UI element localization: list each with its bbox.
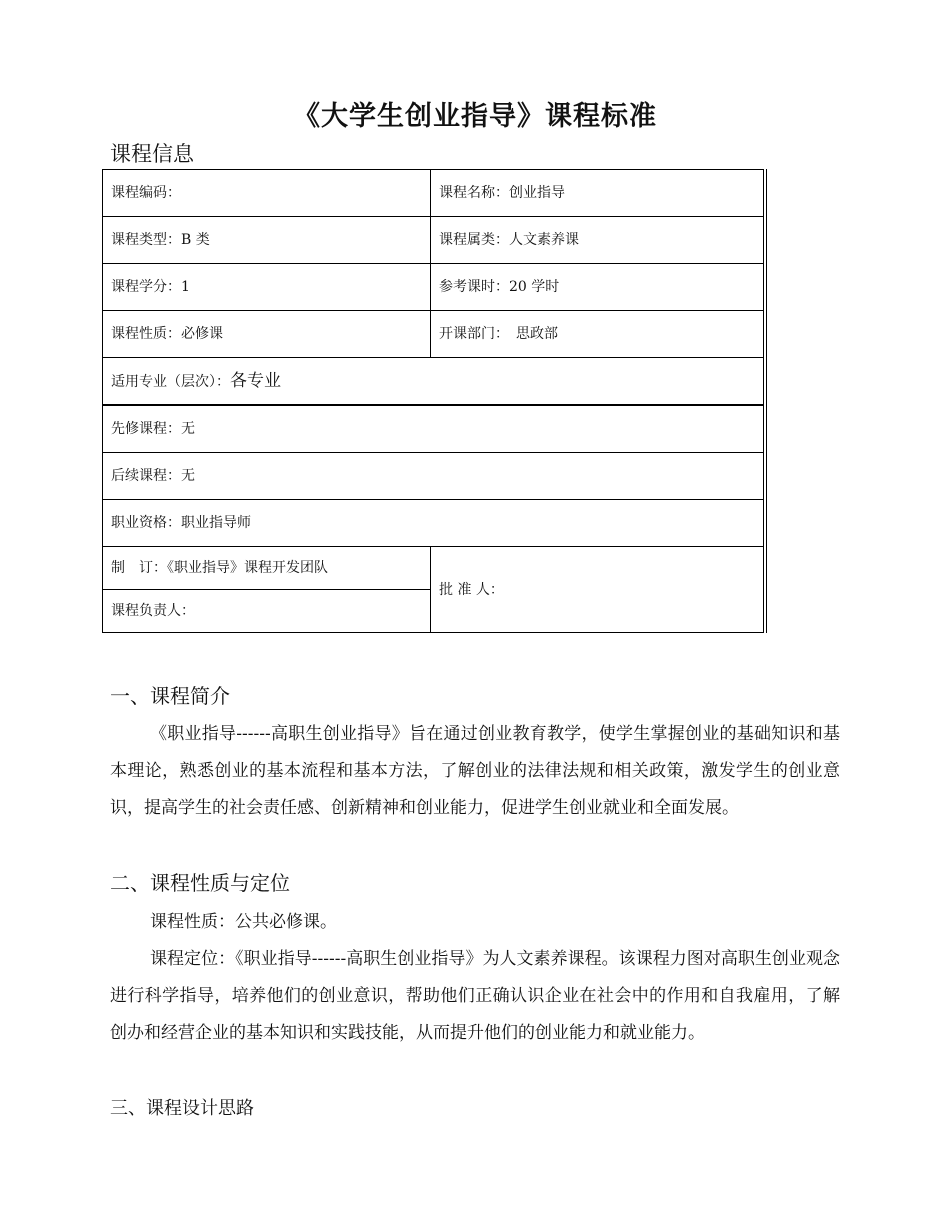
reference-hours-cell: 参考课时：20 学时 (431, 264, 764, 311)
section-1-paragraph: 《职业指导------高职生创业指导》旨在通过创业教育教学，使学生掌握创业的基础知识和基本理论，熟悉创业的基本流程和基本方法，了解创业的法律法规和相关政策，激发学生的创业意识，提高学生的社会责任感、创新精神和创业能力，促进学生创业就业和全面发展。 (110, 724, 840, 818)
course-info-heading: 课程信息 (110, 142, 194, 166)
prerequisite-cell: 先修课程：无 (103, 405, 764, 453)
course-category-cell: 课程属类：人文素养课 (431, 217, 764, 264)
credits-cell: 课程学分：1 (103, 264, 431, 311)
approved-by-cell: 批 准 人： (431, 547, 764, 633)
drafted-by-cell: 制 订：《职业指导》课程开发团队 (103, 547, 431, 590)
section-2-nature: 课程性质：公共必修课。 (150, 912, 337, 932)
course-code-cell: 课程编码： (103, 170, 431, 217)
department-cell: 开课部门： 思政部 (431, 311, 764, 358)
section-2-positioning: 课程定位：《职业指导------高职生创业指导》为人文素养课程。该课程力图对高职生创业观念进行科学指导，培养他们的创业意识，帮助他们正确认识企业在社会中的作用和自我雇用，了解创办和经营企业的基本知识和实践技能，从而提升他们的创业能力和就业能力。 (110, 949, 840, 1043)
course-type-cell: 课程类型：B 类 (103, 217, 431, 264)
course-owner-cell: 课程负责人： (103, 590, 431, 633)
applicable-majors-cell (103, 358, 764, 406)
document-title: 《大学生创业指导》课程标准 (293, 101, 657, 132)
section-2-heading: 二、课程性质与定位 (110, 871, 290, 895)
section-1-heading: 一、课程简介 (110, 684, 230, 708)
course-nature-cell: 课程性质：必修课 (103, 311, 431, 358)
qualification-cell: 职业资格：职业指导师 (103, 500, 764, 547)
course-info-table (102, 169, 764, 633)
majors-value: 各专业 (230, 370, 281, 391)
course-name-cell: 课程名称：创业指导 (431, 170, 764, 217)
followup-course-cell: 后续课程：无 (103, 453, 764, 500)
majors-label: 适用专业（层次）： (111, 373, 230, 390)
section-3-heading: 三、课程设计思路 (110, 1098, 254, 1119)
